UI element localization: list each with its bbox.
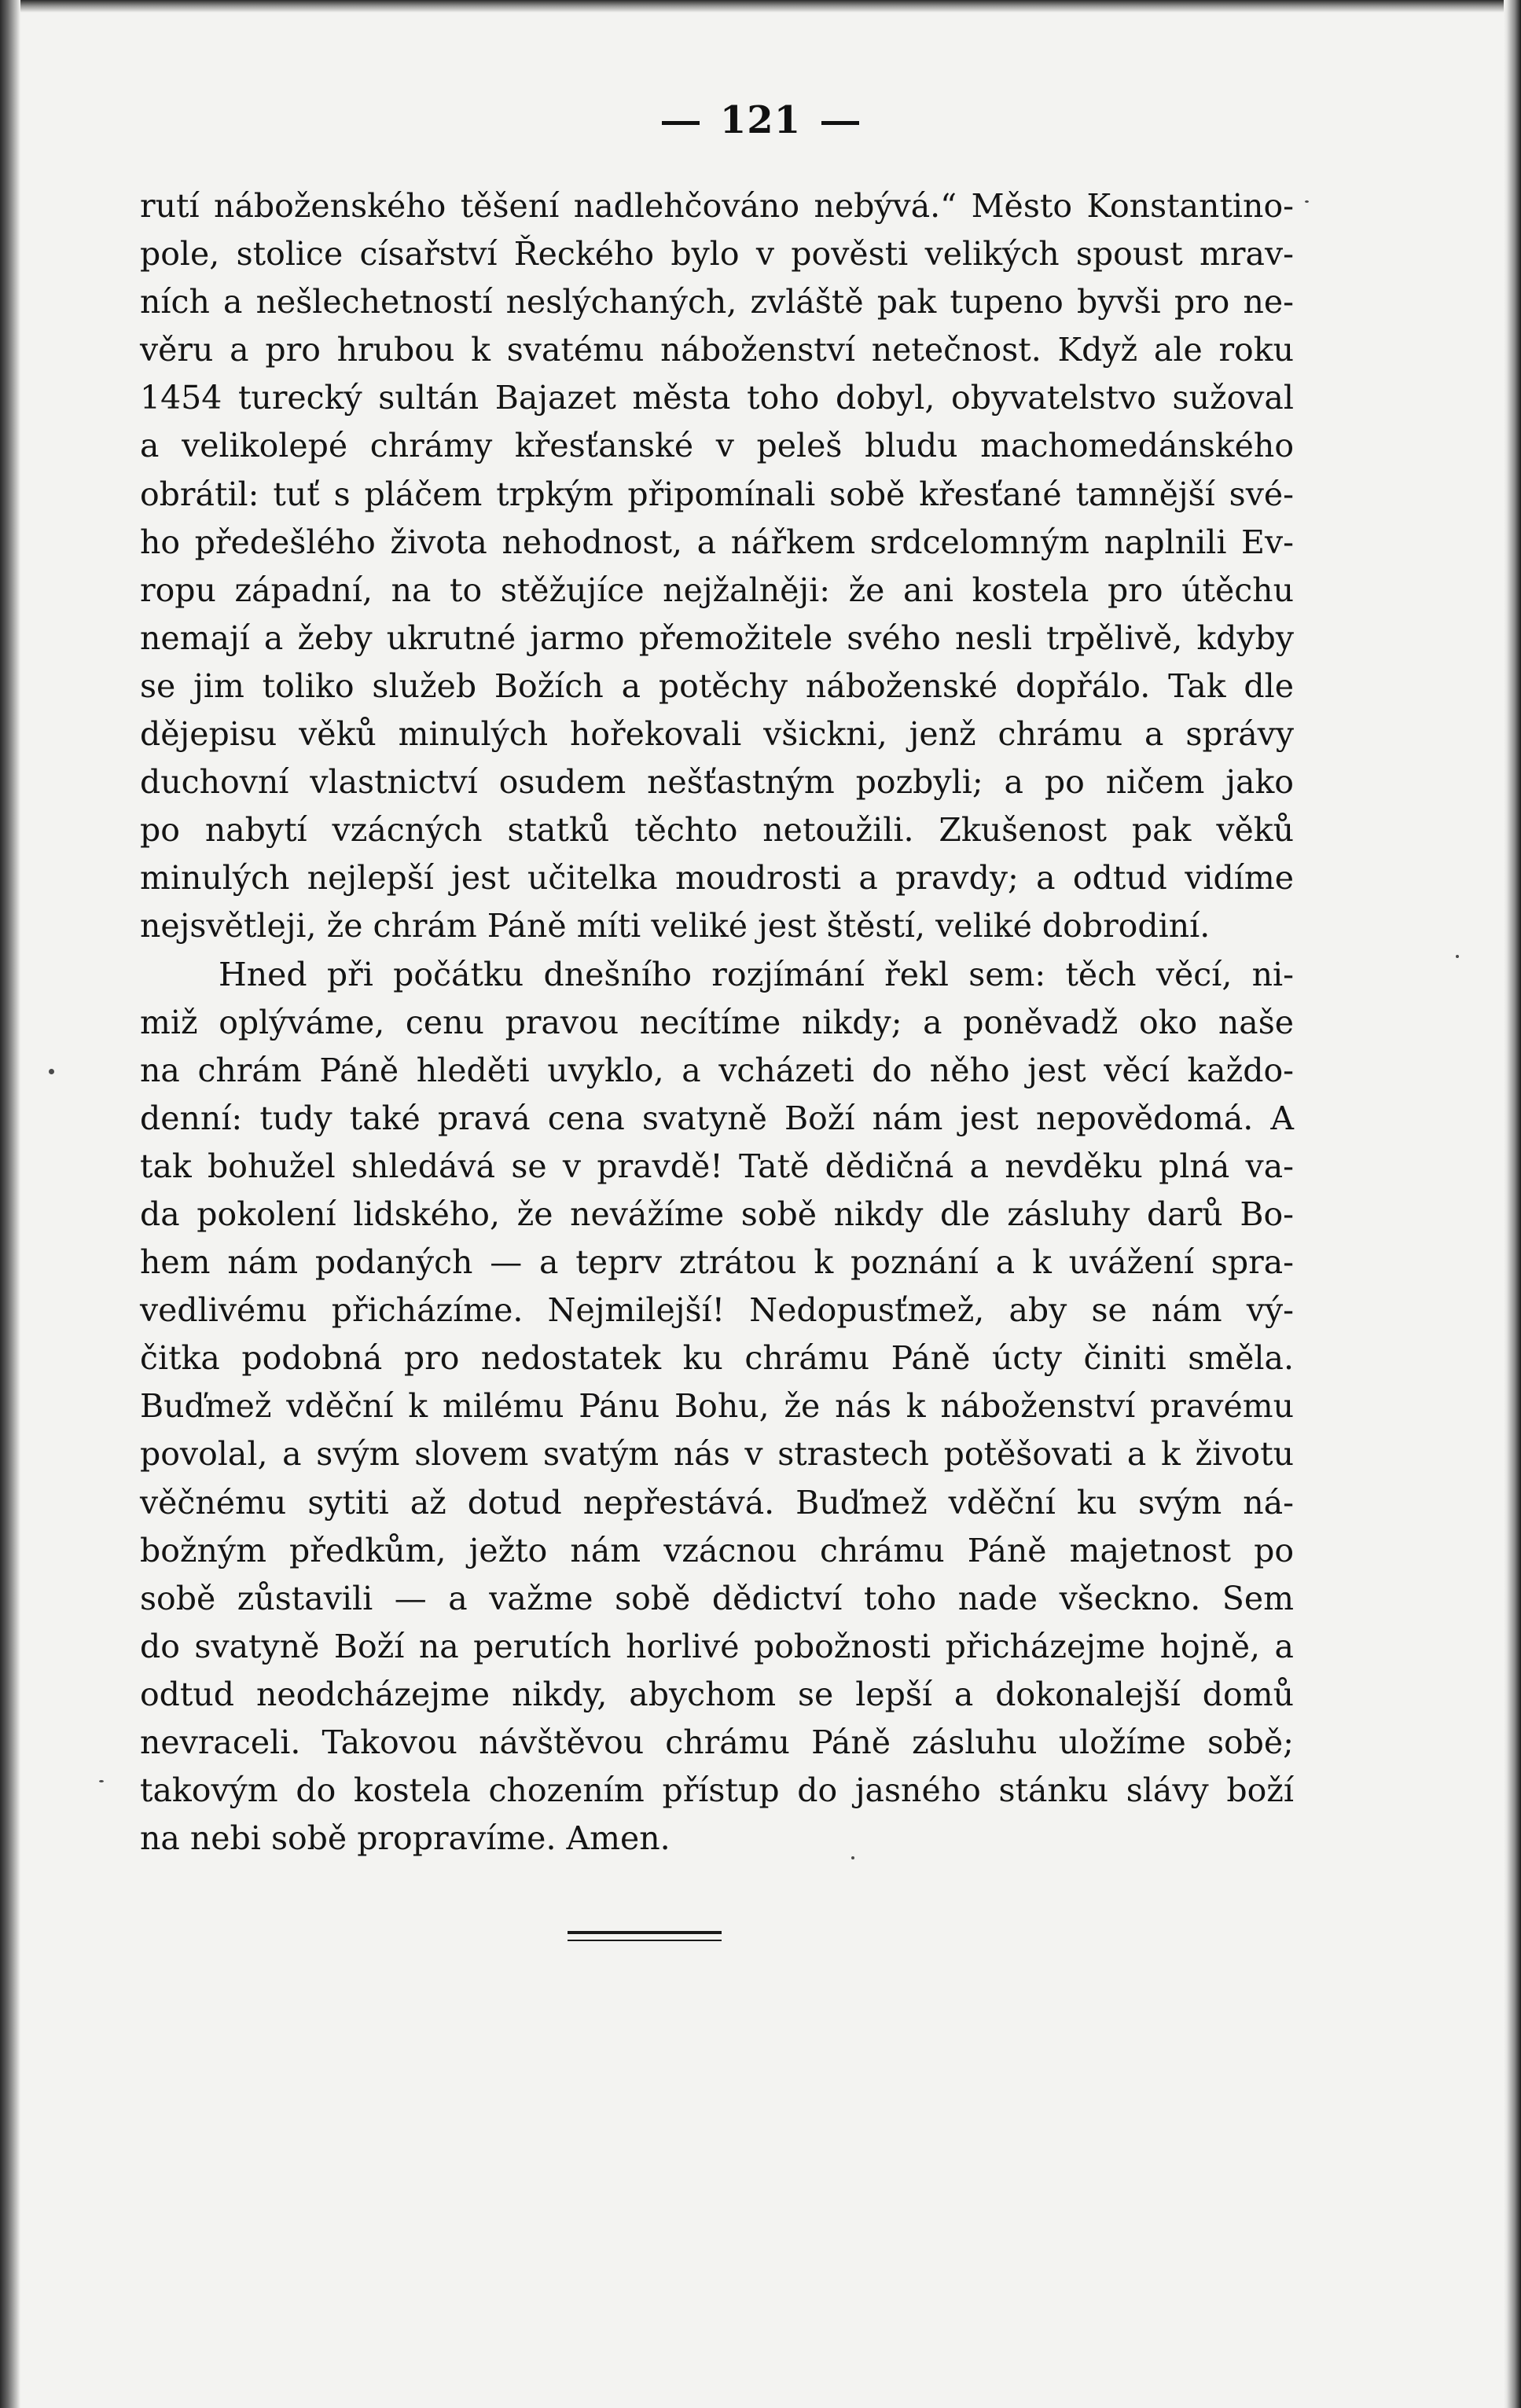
text-line: na nebi sobě propravíme. Amen. xyxy=(140,1819,670,1858)
text-line: denní: tudy také pravá cena svatyně Boží nám jest nepovědomá. A xyxy=(140,1099,1294,1137)
text-line: takovým do kostela chozením přístup do jasného stánku slávy boží xyxy=(140,1771,1294,1810)
page-top-edge-shadow xyxy=(0,0,1521,13)
text-line: minulých nejlepší jest učitelka moudrosti a pravdy; a odtud vidíme xyxy=(140,859,1294,897)
text-line: a velikolepé chrámy křesťanské v peleš bludu machomedánského xyxy=(140,427,1294,465)
print-speck xyxy=(1305,200,1309,203)
text-line: da pokolení lidského, že nevážíme sobě nikdy dle zásluhy darů Bo- xyxy=(140,1195,1294,1233)
closing-rule-thick xyxy=(568,1931,722,1934)
text-line: duchovní vlastnictví osudem nešťastným pozbyli; a po ničem jako xyxy=(140,763,1294,802)
text-line: miž oplýváme, cenu pravou necítíme nikdy; a poněvadž oko naše xyxy=(140,1003,1294,1041)
text-line: vedlivému přicházíme. Nejmilejší! Nedopusťmež, aby se nám vý- xyxy=(140,1291,1294,1330)
text-line: na chrám Páně hleděti uvyklo, a vcházeti do něho jest věcí každo- xyxy=(140,1051,1294,1089)
text-line: rutí náboženského těšení nadlehčováno nebývá.“ Město Konstantino- xyxy=(140,187,1294,225)
print-speck xyxy=(99,1780,104,1782)
text-line: Buďmež vděční k milému Pánu Bohu, že nás k náboženství pravému xyxy=(140,1387,1294,1426)
page-number xyxy=(0,98,1521,142)
text-line: obrátil: tuť s pláčem trpkým připomínali sobě křesťané tamnější své- xyxy=(140,475,1294,513)
text-line: po nabytí vzácných statků těchto netoužili. Zkušenost pak věků xyxy=(140,811,1294,850)
text-line: dějepisu věků minulých hořekovali všickni, jenž chrámu a správy xyxy=(140,715,1294,754)
text-line: tak bohužel shledává se v pravdě! Tatě dědičná a nevděku plná va- xyxy=(140,1147,1294,1185)
print-speck xyxy=(49,1069,54,1074)
page-number-value: 121 xyxy=(719,98,802,142)
text-line: ho předešlého života nehodnost, a nářkem srdcelomným naplnili Ev- xyxy=(140,523,1294,561)
text-line: hem nám podaných — a teprv ztrátou k poznání a k uvážení spra- xyxy=(140,1243,1294,1282)
print-speck xyxy=(851,1856,854,1859)
text-line: čitka podobná pro nedostatek ku chrámu Páně úcty činiti směla. xyxy=(140,1339,1294,1378)
text-line: Hned při počátku dnešního rozjímání řekl sem: těch věcí, ni- xyxy=(219,955,1294,993)
text-line: nemají a žeby ukrutné jarmo přemožitele svého nesli trpělivě, kdyby xyxy=(140,619,1294,657)
text-line: ních a nešlechetností neslýchaných, zvláště pak tupeno byvši pro ne- xyxy=(140,283,1294,321)
page-left-edge-shadow xyxy=(0,0,20,2408)
page-number-dash-left xyxy=(662,121,700,125)
text-line: 1454 turecký sultán Bajazet města toho dobyl, obyvatelstvo sužoval xyxy=(140,379,1294,417)
text-line: věčnému sytiti až dotud nepřestává. Buďmež vděční ku svým ná- xyxy=(140,1483,1294,1522)
text-line: božným předkům, ježto nám vzácnou chrámu Páně majetnost po xyxy=(140,1531,1294,1569)
closing-rule-thin xyxy=(568,1940,722,1941)
text-line: povolal, a svým slovem svatým nás v strastech potěšovati a k životu xyxy=(140,1435,1294,1474)
text-line: odtud neodcházejme nikdy, abychom se lepší a dokonalejší domů xyxy=(140,1675,1294,1713)
text-line: se jim toliko služeb Božích a potěchy náboženské dopřálo. Tak dle xyxy=(140,666,1294,705)
text-line: nevraceli. Takovou návštěvou chrámu Páně zásluhu uložíme sobě; xyxy=(140,1723,1294,1761)
text-line: sobě zůstavili — a važme sobě dědictví toho nade všeckno. Sem xyxy=(140,1579,1294,1617)
text-line: pole, stolice císařství Řeckého bylo v pověsti velikých spoust mrav- xyxy=(140,235,1294,273)
text-line: do svatyně Boží na perutích horlivé pobožnosti přicházejme hojně, a xyxy=(140,1627,1294,1665)
text-line: nejsvětleji, že chrám Páně míti veliké jest štěstí, veliké dobrodiní. xyxy=(140,907,1211,945)
page-right-edge-shadow xyxy=(1504,0,1521,2408)
body-text xyxy=(140,182,1294,1863)
text-line: věru a pro hrubou k svatému náboženství netečnost. Když ale roku xyxy=(140,331,1294,369)
print-speck xyxy=(1456,955,1459,958)
text-line: ropu západní, na to stěžujíce nejžalněji: že ani kostela pro útěchu xyxy=(140,571,1294,609)
page-number-dash-right xyxy=(821,121,859,125)
